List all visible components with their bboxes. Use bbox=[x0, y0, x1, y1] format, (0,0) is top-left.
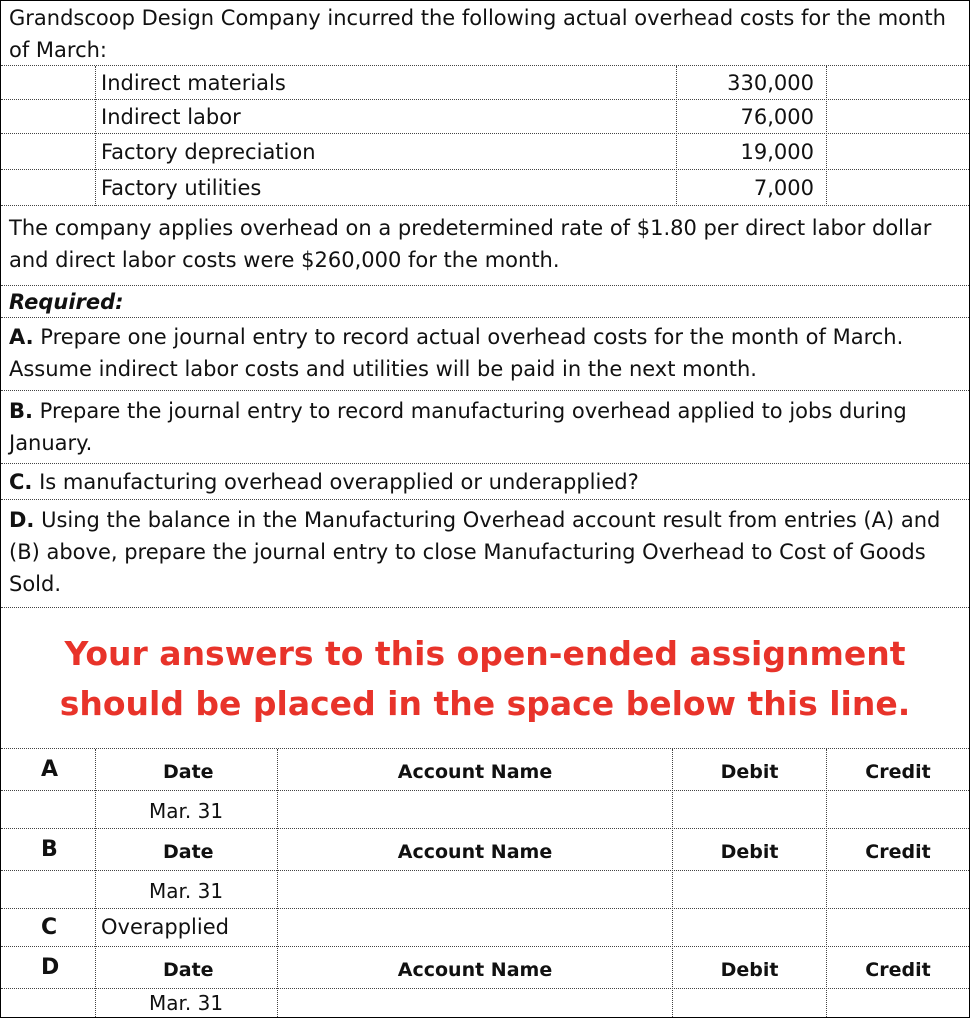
question-body: Prepare one journal entry to record actual overhead costs for the month of March. Assume indirect labor costs and utilities will be paid in the next month. bbox=[9, 325, 904, 381]
date-header: Date bbox=[163, 959, 214, 981]
question-text bbox=[9, 466, 961, 498]
answer-d-header bbox=[1, 947, 969, 989]
question-letter: B. bbox=[9, 399, 33, 423]
entry-date: Mar. 31 bbox=[149, 879, 224, 903]
entry-date: Mar. 31 bbox=[149, 991, 224, 1015]
account-name-header: Account Name bbox=[397, 841, 553, 863]
answer-a-header bbox=[1, 749, 969, 791]
answer-b-entry-row bbox=[1, 871, 969, 909]
section-letter-c: C bbox=[41, 915, 58, 940]
answer-a-entry-row bbox=[1, 791, 969, 829]
question-text bbox=[9, 321, 961, 385]
cost-table-divider bbox=[826, 66, 827, 206]
debit-header: Debit bbox=[720, 959, 779, 981]
credit-header: Credit bbox=[865, 959, 931, 981]
question-letter: A. bbox=[9, 325, 34, 349]
rate-text: The company applies overhead on a predetermined rate of $1.80 per direct labor dollar and direct labor costs were $260,000 for the month. bbox=[9, 216, 932, 272]
cost-row bbox=[1, 170, 969, 206]
debit-header: Debit bbox=[720, 841, 779, 863]
question-row bbox=[1, 318, 969, 391]
account-name-header: Account Name bbox=[397, 761, 553, 783]
date-header: Date bbox=[163, 841, 214, 863]
section-letter-a: A bbox=[41, 757, 59, 782]
question-text bbox=[9, 504, 961, 600]
cost-table-divider bbox=[676, 66, 677, 206]
credit-header: Credit bbox=[865, 761, 931, 783]
cost-row bbox=[1, 134, 969, 170]
question-row bbox=[1, 500, 969, 608]
intro-row bbox=[1, 1, 969, 66]
question-body: Prepare the journal entry to record manufacturing overhead applied to jobs during January. bbox=[9, 399, 907, 455]
section-letter-b: B bbox=[41, 837, 58, 862]
question-letter: D. bbox=[9, 508, 35, 532]
answer-notice: Your answers to this open-ended assignment should be placed in the space below this line. bbox=[59, 634, 911, 723]
question-row bbox=[1, 464, 969, 500]
date-header: Date bbox=[163, 761, 214, 783]
cost-label: Indirect materials bbox=[101, 71, 286, 95]
answer-b-header bbox=[1, 829, 969, 871]
intro-text: Grandscoop Design Company incurred the following actual overhead costs for the month of March: bbox=[9, 6, 946, 62]
required-row bbox=[1, 286, 969, 318]
cost-row bbox=[1, 66, 969, 100]
credit-header: Credit bbox=[865, 841, 931, 863]
answer-c-value: Overapplied bbox=[101, 915, 229, 939]
cost-label: Factory utilities bbox=[101, 176, 262, 200]
question-body: Is manufacturing overhead overapplied or underapplied? bbox=[32, 470, 639, 494]
cost-amount: 19,000 bbox=[740, 140, 814, 164]
debit-header: Debit bbox=[720, 761, 779, 783]
cost-amount: 7,000 bbox=[753, 176, 814, 200]
answer-c-row bbox=[1, 909, 969, 947]
cost-row bbox=[1, 100, 969, 134]
rate-row bbox=[1, 206, 969, 286]
question-letter: C. bbox=[9, 470, 33, 494]
question-body: Using the balance in the Manufacturing Overhead account result from entries (A) and (B) above, prepare the journal entry to close Manufacturing Overhead to Cost of Goods Sold. bbox=[9, 508, 941, 596]
cost-label: Factory depreciation bbox=[101, 140, 316, 164]
answer-d-entry-row bbox=[1, 989, 969, 1017]
question-text bbox=[9, 395, 961, 459]
account-name-header: Account Name bbox=[397, 959, 553, 981]
required-label: Required: bbox=[9, 290, 124, 314]
cost-amount: 330,000 bbox=[727, 71, 814, 95]
entry-date: Mar. 31 bbox=[149, 799, 224, 823]
cost-table-divider bbox=[95, 66, 96, 206]
cost-label: Indirect labor bbox=[101, 105, 241, 129]
cost-amount: 76,000 bbox=[740, 105, 814, 129]
question-row bbox=[1, 391, 969, 464]
section-letter-d: D bbox=[41, 955, 60, 980]
